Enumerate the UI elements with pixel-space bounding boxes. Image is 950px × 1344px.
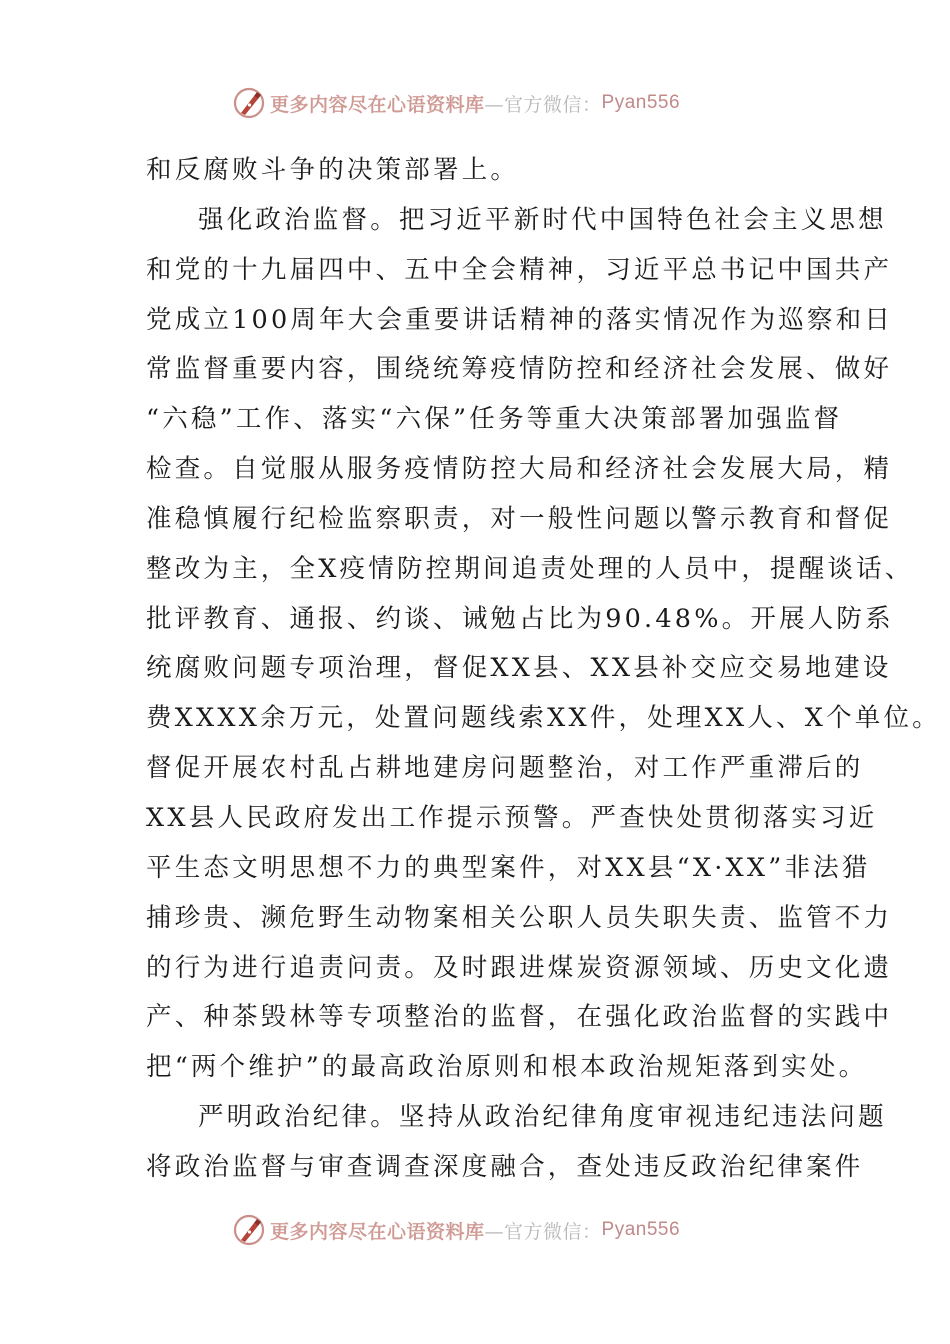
document-body: [146, 146, 941, 1193]
text-line: 和反腐败斗争的决策部署上。: [146, 155, 520, 185]
text-line: 统腐败问题专项治理，督促XX县、XX县补交应交易地建设: [146, 653, 892, 684]
text-line: 检查。自觉服从服务疫情防控大局和经济社会发展大局，精: [146, 454, 893, 485]
footer-watermark-banner: [232, 1210, 680, 1250]
text-line: 督促开展农村乱占耕地建房问题整治，对工作严重滞后的: [146, 753, 864, 784]
text-line: 的行为进行追责问责。及时跟进煤炭资源领域、历史文化遗: [146, 952, 893, 983]
text-line: 党成立100周年大会重要讲话精神的落实情况作为巡察和日: [146, 304, 894, 335]
text-line: 批评教育、通报、约谈、诫勉占比为90.48%。开展人防系: [146, 603, 894, 634]
text-line: 费XXXX余万元，处置问题线索XX件，处理XX人、X个单位。: [146, 703, 941, 734]
text-line: 强化政治监督。把习近平新时代中国特色社会主义思想: [198, 204, 887, 235]
banner-title: 更多内容尽在心语资料库: [270, 93, 485, 116]
pen-nib-circle-icon: [232, 1213, 266, 1247]
banner-title: 更多内容尽在心语资料库: [270, 1220, 485, 1243]
text-line: 严明政治纪律。坚持从政治纪律角度审视违纪违法问题: [198, 1102, 887, 1133]
text-line: 和党的十九届四中、五中全会精神，习近平总书记中国共产: [146, 254, 893, 285]
text-line: 平生态文明思想不力的典型案件，对XX县“X·XX”非法猎: [146, 852, 871, 883]
text-line: 产、种茶毁林等专项整治的监督，在强化政治监督的实践中: [146, 1002, 893, 1033]
text-line: 准稳慎履行纪检监察职责，对一般性问题以警示教育和督促: [146, 503, 893, 534]
banner-separator: —官方微信：: [484, 93, 602, 116]
banner-separator: —官方微信：: [484, 1220, 602, 1243]
banner-wechat-id: Pyan556: [601, 1219, 681, 1240]
text-line: XX县人民政府发出工作提示预警。严查快处贯彻落实习近: [146, 802, 878, 833]
header-watermark-banner: [232, 83, 680, 123]
text-line: 常监督重要内容，围绕统筹疫情防控和经济社会发展、做好: [146, 354, 893, 385]
text-line: 把“两个维护”的最高政治原则和根本政治规矩落到实处。: [146, 1052, 868, 1083]
text-line: 捕珍贵、濒危野生动物案相关公职人员失职失责、监管不力: [146, 902, 893, 933]
text-line: 将政治监督与审查调查深度融合，查处违反政治纪律案件: [146, 1151, 864, 1182]
banner-wechat-id: Pyan556: [601, 92, 681, 113]
pen-nib-circle-icon: [232, 86, 266, 120]
text-line: 整改为主，全X疫情防控期间追责处理的人员中，提醒谈话、: [146, 553, 914, 584]
text-line: “六稳”工作、落实“六保”任务等重大决策部署加强监督: [146, 404, 843, 435]
